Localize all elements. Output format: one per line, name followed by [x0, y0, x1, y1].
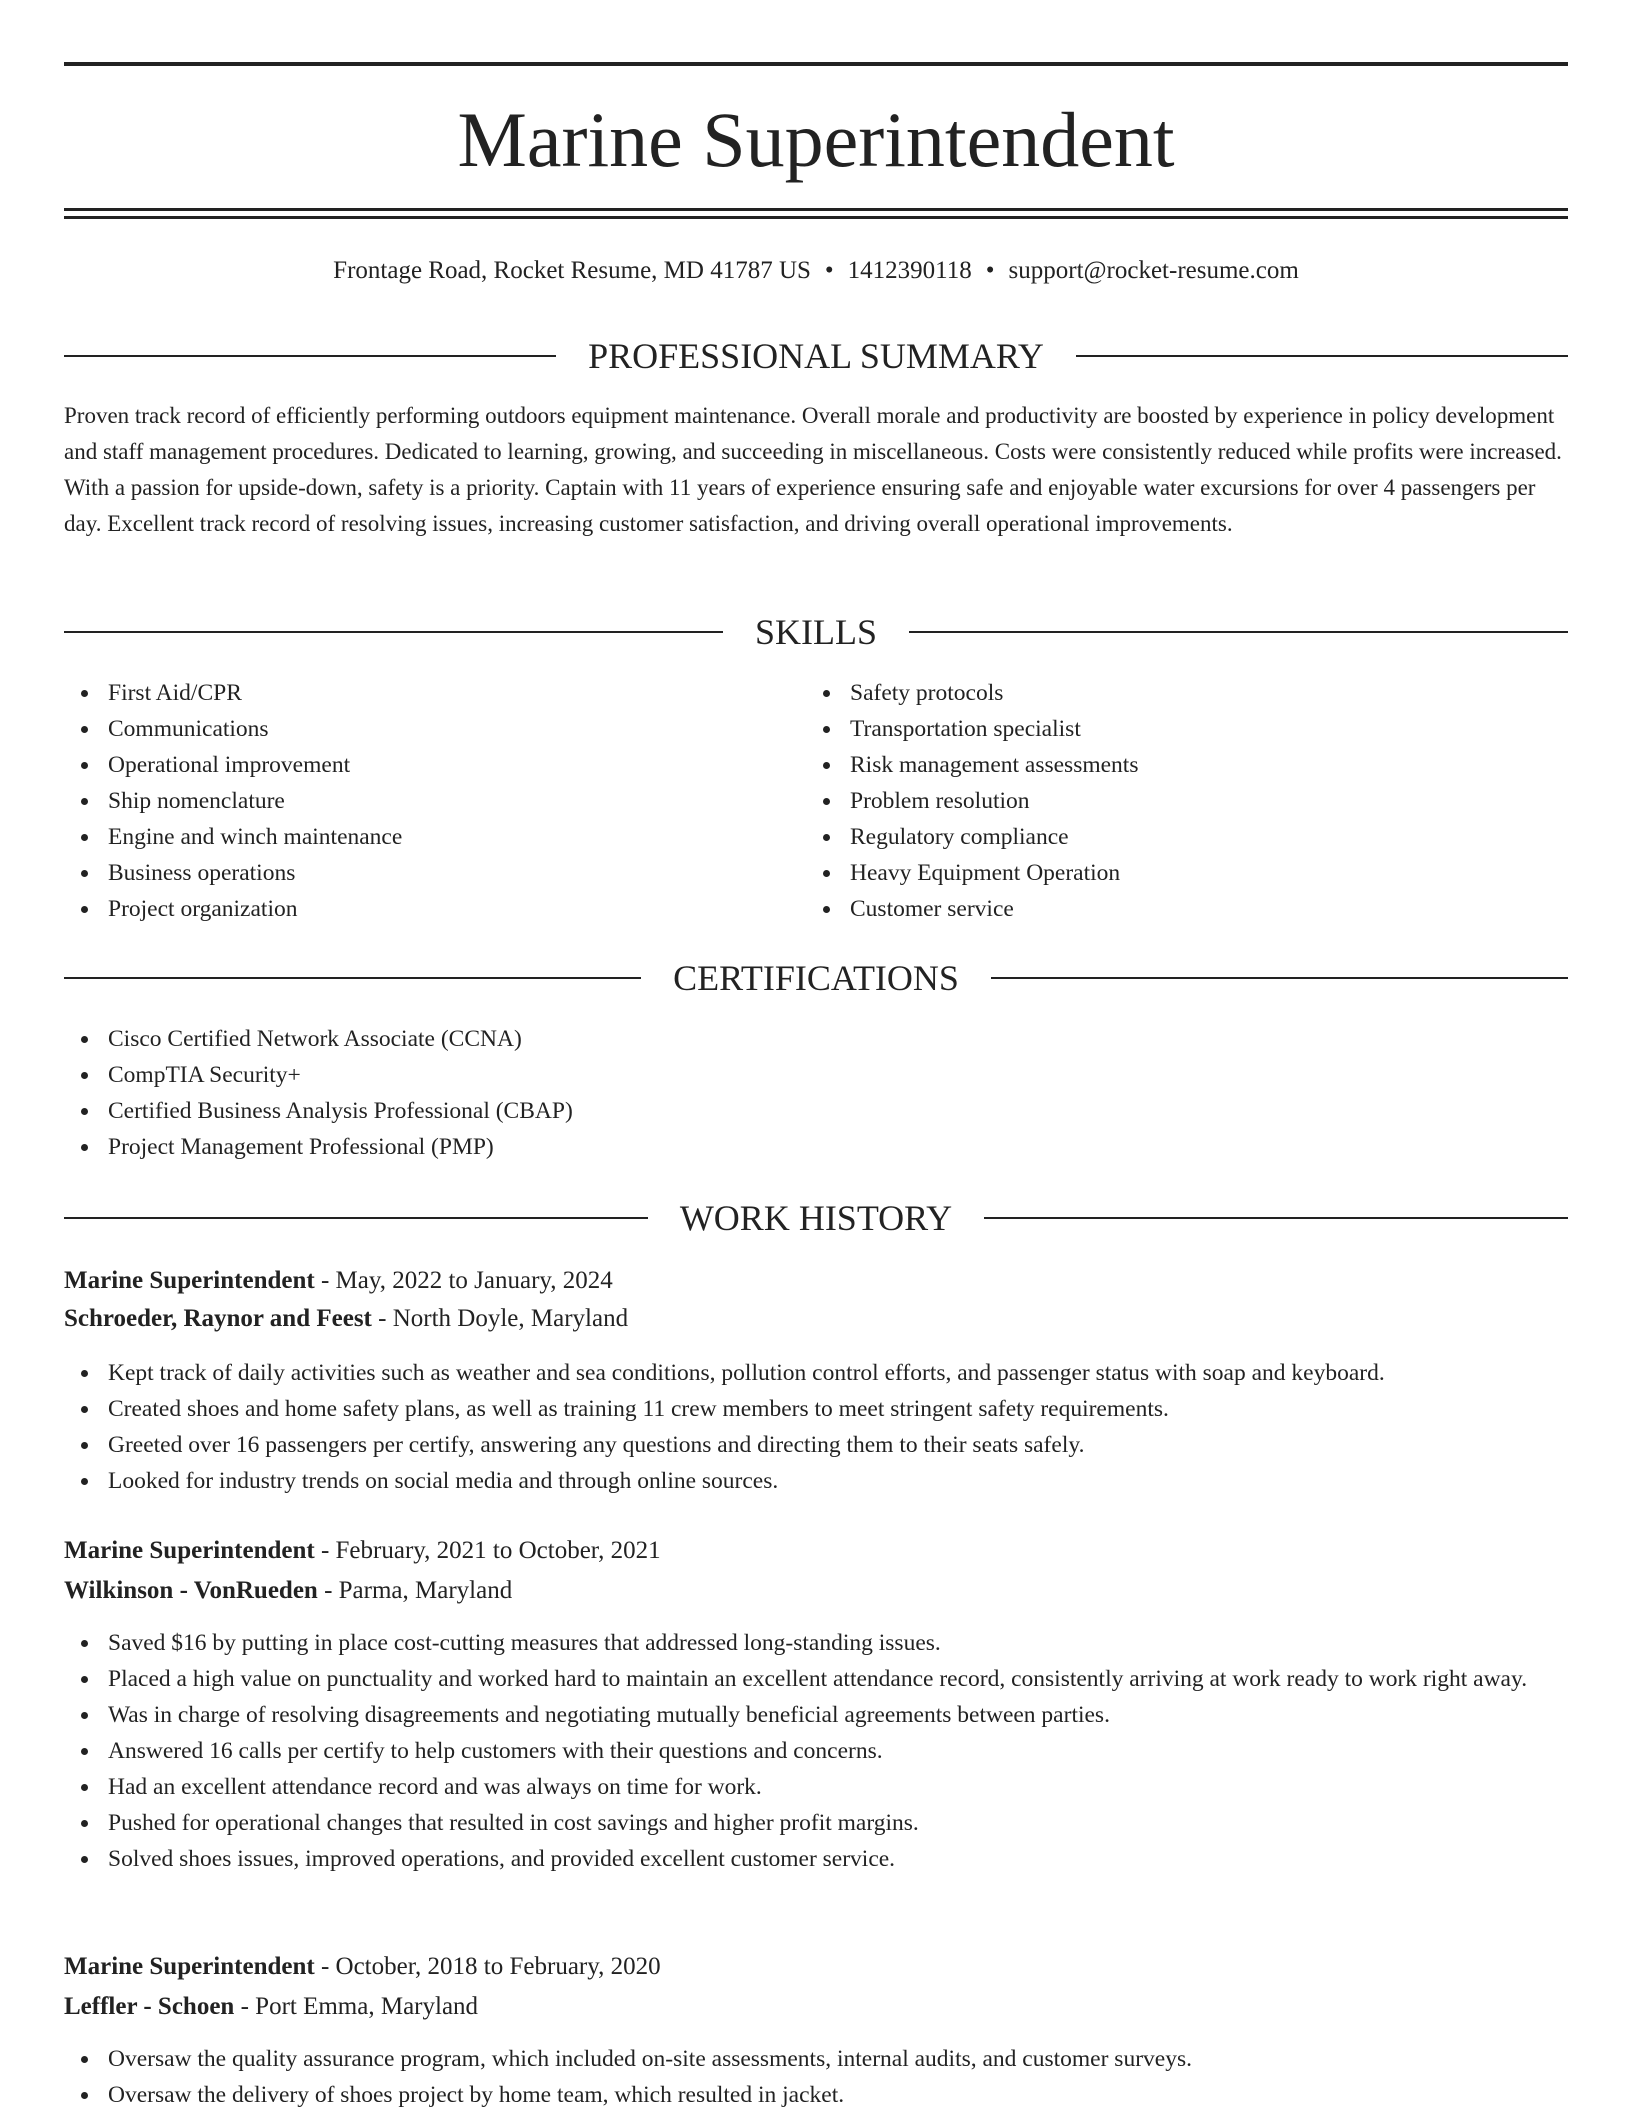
section-rule [991, 977, 1568, 979]
skill-item: Risk management assessments [806, 747, 1506, 783]
job-duty-item: Kept track of daily activities such as weather and sea conditions, pollution control efforts, and passenger status with soap and keyboard. [64, 1355, 1568, 1391]
section-header-work-history [64, 1196, 1568, 1240]
job-duty-item: Was in charge of resolving disagreements and negotiating mutually beneficial agreements between parties. [64, 1697, 1568, 1733]
section-rule [64, 1217, 648, 1219]
certification-item: CompTIA Security+ [64, 1057, 1568, 1093]
job-location: - Parma, Maryland [317, 1577, 513, 1604]
skill-item: Business operations [64, 855, 764, 891]
section-title: PROFESSIONAL SUMMARY [588, 336, 1044, 376]
job-duties [64, 1625, 1568, 1877]
job-role: Marine Superintendent [64, 1267, 315, 1294]
skills-column-right [806, 675, 1506, 927]
job-duty-item: Looked for industry trends on social media and through online sources. [64, 1463, 1568, 1499]
job-duty-item: Solved shoes issues, improved operations, and provided excellent customer service. [64, 1841, 1568, 1877]
skill-item: Operational improvement [64, 747, 764, 783]
job-role-line [64, 1531, 1568, 1571]
candidate-name: Marine Superintendent [457, 96, 1175, 183]
job-location: - North Doyle, Maryland [371, 1305, 629, 1332]
job-role: Marine Superintendent [64, 1537, 315, 1564]
section-rule [64, 631, 723, 633]
skill-item: First Aid/CPR [64, 675, 764, 711]
section-header-skills [64, 610, 1568, 654]
summary-text: Proven track record of efficiently performing outdoors equipment maintenance. Overall morale and productivity are boosted by experience in policy development and staff management procedures. Dedicated to learning, growing, and succeeding in miscellaneous. Costs were consistently reduced while profits were increased. With a passion for upside-down, safety is a priority. Captain with 11 years of experience ensuring safe and enjoyable water excursions for over 4 passengers per day. Excellent track record of resolving issues, increasing customer satisfaction, and driving overall operational improvements. [64, 403, 1562, 536]
job-duty-item: Oversaw the quality assurance program, which included on-site assessments, internal audits, and customer surveys. [64, 2041, 1568, 2077]
section-title: CERTIFICATIONS [673, 958, 959, 998]
job-duties-list [64, 2041, 1568, 2113]
top-rule [64, 62, 1568, 66]
job-duty-item: Saved $16 by putting in place cost-cutting measures that addressed long-standing issues. [64, 1625, 1568, 1661]
contact-email: support@rocket-resume.com [1008, 257, 1299, 284]
job-company-line [64, 1571, 1568, 1611]
skill-item: Ship nomenclature [64, 783, 764, 819]
job-duty-item: Answered 16 calls per certify to help customers with their questions and concerns. [64, 1733, 1568, 1769]
job-duties-list [64, 1625, 1568, 1877]
section-title: SKILLS [755, 612, 878, 652]
certification-item: Project Management Professional (PMP) [64, 1129, 1568, 1165]
skill-item: Heavy Equipment Operation [806, 855, 1506, 891]
job-company: Wilkinson - VonRueden [64, 1577, 318, 1604]
section-rule [64, 977, 641, 979]
contact-phone: 1412390118 [847, 257, 972, 284]
job-duty-item: Pushed for operational changes that resulted in cost savings and higher profit margins. [64, 1805, 1568, 1841]
job-company-line [64, 1299, 1568, 1339]
job-company: Leffler - Schoen [64, 1993, 235, 2020]
section-header-summary [64, 334, 1568, 378]
skills-column-left [64, 675, 764, 927]
job-duties [64, 1355, 1568, 1499]
job-duty-item: Placed a high value on punctuality and worked hard to maintain an excellent attendance record, consistently arriving at work ready to work right away. [64, 1661, 1568, 1697]
section-rule [1076, 355, 1568, 357]
contact-line [64, 254, 1568, 288]
section-rule [909, 631, 1568, 633]
certification-item: Certified Business Analysis Professional (CBAP) [64, 1093, 1568, 1129]
skills-list-left [64, 675, 764, 927]
section-header-certifications [64, 956, 1568, 1000]
job-duties-list [64, 1355, 1568, 1499]
skill-item: Problem resolution [806, 783, 1506, 819]
skills-list-right [806, 675, 1506, 927]
job-duty-item: Created shoes and home safety plans, as well as training 11 crew members to meet stringent safety requirements. [64, 1391, 1568, 1427]
certification-item: Cisco Certified Network Associate (CCNA) [64, 1021, 1568, 1057]
job-duty-item: Had an excellent attendance record and was always on time for work. [64, 1769, 1568, 1805]
certifications-list [64, 1021, 1568, 1165]
skill-item: Communications [64, 711, 764, 747]
job-duty-item: Greeted over 16 passengers per certify, answering any questions and directing them to their seats safely. [64, 1427, 1568, 1463]
certifications-block [64, 1021, 1568, 1165]
job-duties [64, 2041, 1568, 2113]
section-rule [64, 355, 556, 357]
job-dates: - May, 2022 to January, 2024 [314, 1267, 613, 1294]
skill-item: Safety protocols [806, 675, 1506, 711]
skill-item: Customer service [806, 891, 1506, 927]
contact-separator: • [985, 257, 995, 284]
job-company: Schroeder, Raynor and Feest [64, 1305, 372, 1332]
job-role: Marine Superintendent [64, 1953, 315, 1980]
job-location: - Port Emma, Maryland [234, 1993, 479, 2020]
job-role-line [64, 1947, 1568, 1987]
job-company-line [64, 1987, 1568, 2027]
job-duty-item: Oversaw the delivery of shoes project by home team, which resulted in jacket. [64, 2077, 1568, 2113]
contact-separator: • [824, 257, 834, 284]
section-title: WORK HISTORY [679, 1198, 953, 1238]
skill-item: Project organization [64, 891, 764, 927]
job-role-line [64, 1261, 1568, 1301]
job-dates: - February, 2021 to October, 2021 [314, 1537, 661, 1564]
skill-item: Engine and winch maintenance [64, 819, 764, 855]
contact-address: Frontage Road, Rocket Resume, MD 41787 US [333, 257, 811, 284]
skill-item: Regulatory compliance [806, 819, 1506, 855]
skill-item: Transportation specialist [806, 711, 1506, 747]
double-rule [64, 208, 1568, 219]
section-rule [984, 1217, 1568, 1219]
job-dates: - October, 2018 to February, 2020 [314, 1953, 661, 1980]
